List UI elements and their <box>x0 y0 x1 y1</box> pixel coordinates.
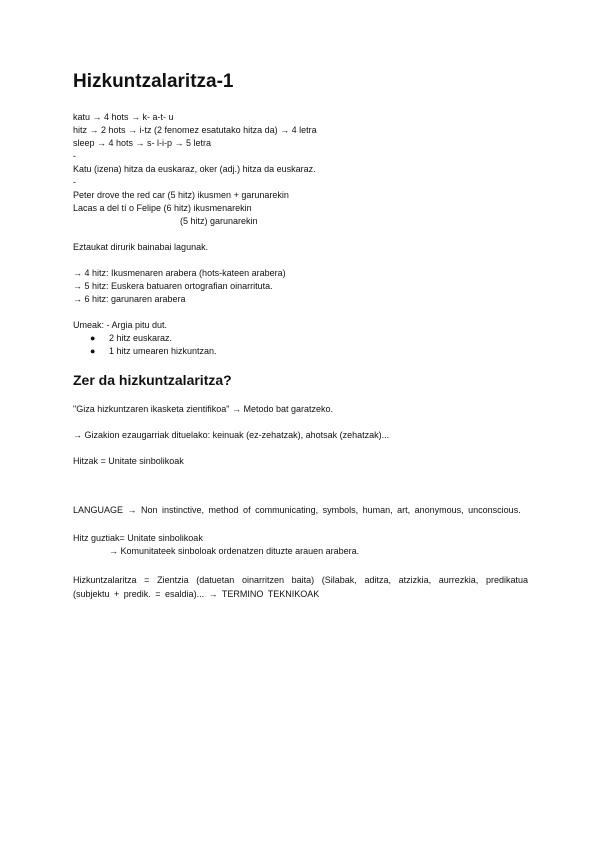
list-item-text: 1 hitz umearen hizkuntzan. <box>109 346 217 356</box>
text-line: - <box>73 151 76 161</box>
text-line: Katu (izena) hitza da euskaraz, oker (adj.) hitza da euskaraz. <box>73 164 316 174</box>
gizakion-line: → Gizakion ezaugarriak dituelako: keinuak (ez-zehatzak), ahotsak (zehatzak)... <box>73 430 390 440</box>
text-line: Lacas a del tí o Felipe (6 hitz) ikusmenarekin <box>73 203 252 213</box>
text-line: katu → 4 hots → k- a-t- u <box>73 112 174 122</box>
arrow-line: → 6 hitz: garunaren arabera <box>73 294 186 304</box>
section-heading: Zer da hizkuntzalaritza? <box>73 372 232 388</box>
komunitateek-line: → Komunitateek sinboloak ordenatzen dituzte arauen arabera. <box>109 546 360 556</box>
text-line: Peter drove the red car (5 hitz) ikusmen + garunarekin <box>73 190 289 200</box>
list-item <box>73 332 528 345</box>
hitzak-line: Hitzak = Unitate sinbolikoak <box>73 456 184 466</box>
arrow-line: → 5 hitz: Euskera batuaren ortografian oinarrituta. <box>73 281 273 291</box>
list-item-text: 2 hitz euskaraz. <box>109 333 173 343</box>
document-title: Hizkuntzalaritza-1 <box>73 71 234 92</box>
text-line: - <box>73 177 76 187</box>
umeak-label: Umeak: - Argia pitu dut. <box>73 320 168 330</box>
bullet-list <box>73 332 528 358</box>
text-line: hitz → 2 hots → i-tz (2 fenomez esatutako hitza da) → 4 letra <box>73 125 317 135</box>
text-line-indented: (5 hitz) garunarekin <box>180 216 258 226</box>
list-item <box>73 345 528 358</box>
text-line: sleep → 4 hots → s- l-i-p → 5 letra <box>73 138 212 148</box>
hitz-guztiak-line: Hitz guztiak= Unitate sinbolikoak <box>73 533 203 543</box>
bullet-icon: ● <box>90 333 96 343</box>
example-sentence: Eztaukat dirurik bainabai lagunak. <box>73 242 209 252</box>
bullet-icon: ● <box>90 346 96 356</box>
arrow-line: → 4 hitz: Ikusmenaren arabera (hots-kateen arabera) <box>73 268 286 278</box>
quote-line: "Giza hizkuntzaren ikasketa zientifikoa" → Metodo bat garatzeko. <box>73 404 334 414</box>
hizkuntzalaritza-paragraph: Hizkuntzalaritza = Zientzia (datuetan oinarritzen baita) (Silabak, aditza, atzizkia, aurrezkia, predikatua (subjektu + predik. = esaldia)... → TERMINO TEKNIKOAK <box>73 575 528 599</box>
document-content <box>73 70 528 610</box>
language-paragraph: LANGUAGE → Non instinctive, method of communicating, symbols, human, art, anonymous, unconscious. <box>73 505 521 515</box>
